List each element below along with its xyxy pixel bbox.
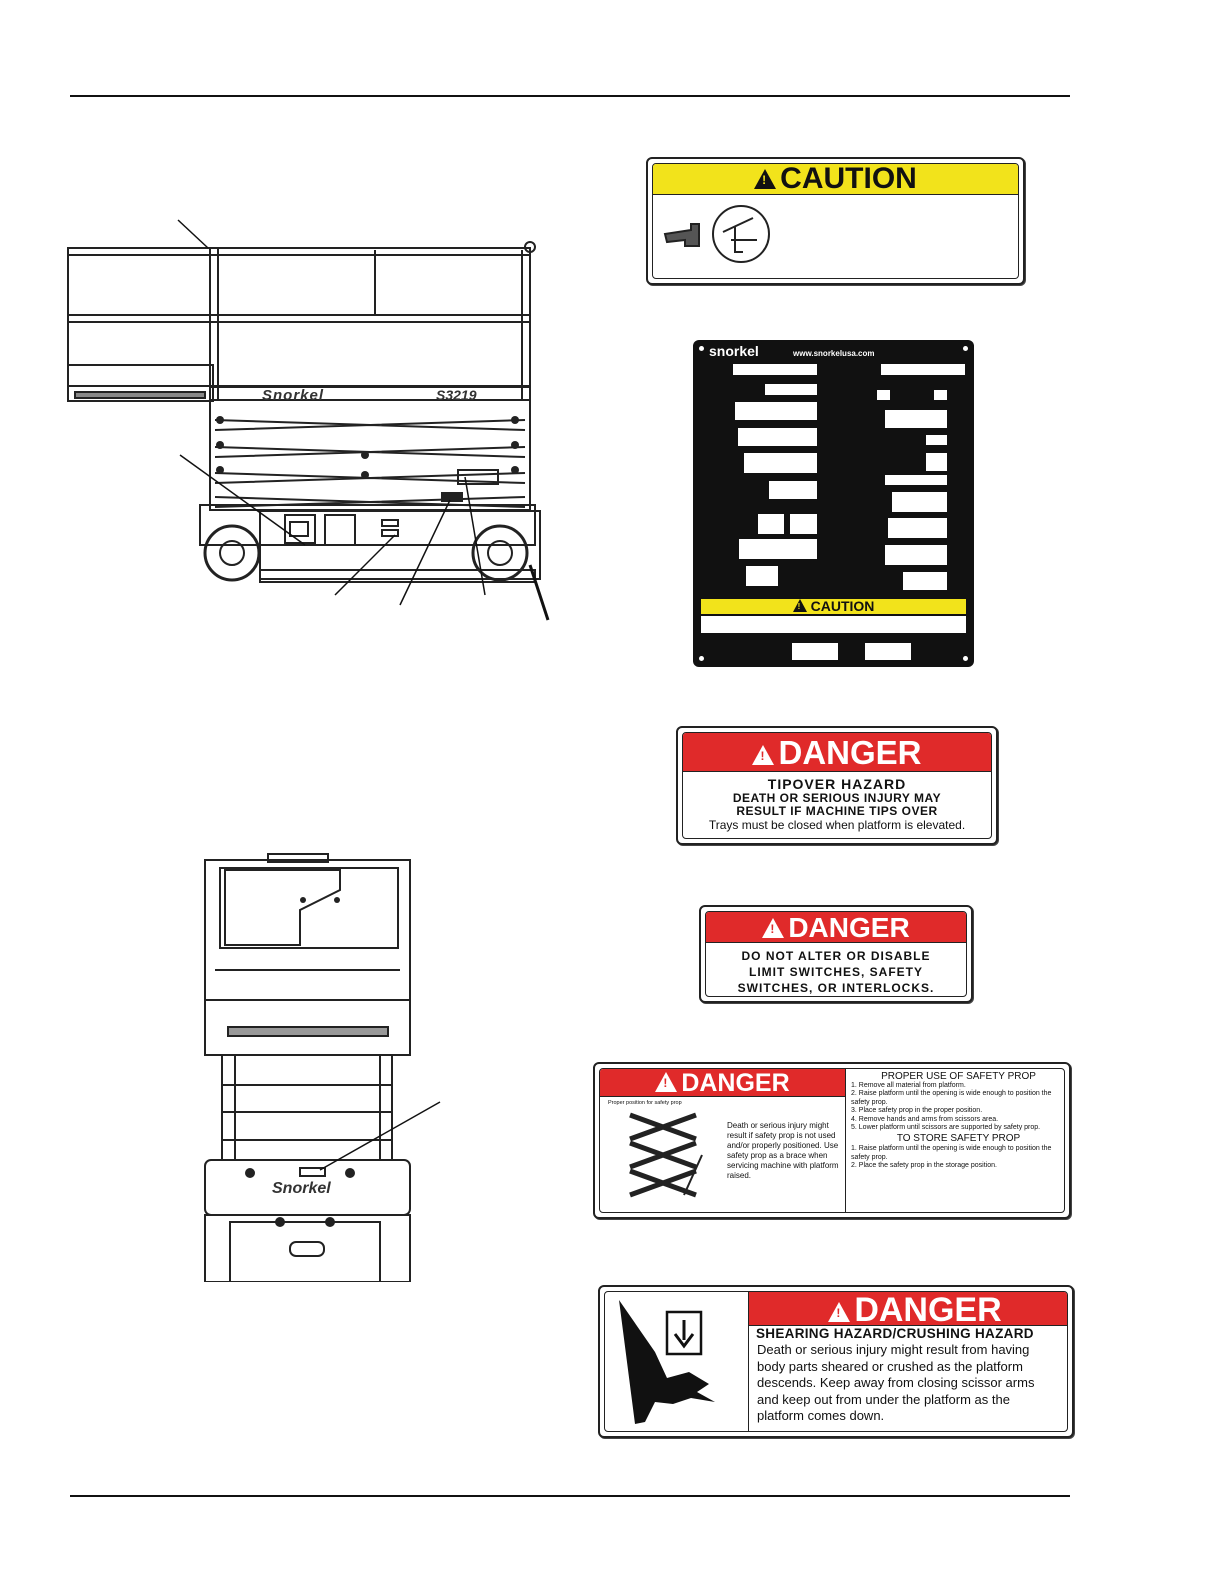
side-view-brand: Snorkel <box>262 387 325 404</box>
plate-url: www.snorkelusa.com <box>793 349 875 358</box>
bottom-rule <box>70 1495 1070 1497</box>
danger-tipover-header: !DANGER <box>683 733 991 772</box>
prop-warning-text: Death or serious injury might result if safety prop is not used and/or properly positioned. Use safety prop as a brace when servicing machine with platform raised. <box>727 1121 839 1180</box>
warning-triangle-icon <box>655 1072 677 1092</box>
tipover-line-3: RESULT IF MACHINE TIPS OVER <box>736 804 938 818</box>
switches-line-3: SWITCHES, OR INTERLOCKS. <box>737 981 935 995</box>
danger-switches-header: !DANGER <box>706 912 966 943</box>
prop-use-title: PROPER USE OF SAFETY PROP <box>881 1071 1036 1082</box>
switches-line-2: LIMIT SWITCHES, SAFETY <box>749 965 923 979</box>
danger-shearing-header: !DANGER <box>749 1292 1068 1326</box>
prop-use-step: 1. Remove all material from platform. <box>851 1082 966 1089</box>
switches-line-1: DO NOT ALTER OR DISABLE <box>741 949 931 963</box>
shearing-title: SHEARING HAZARD/CRUSHING HAZARD <box>756 1326 1034 1341</box>
machine-rear-view-illustration <box>200 850 450 1282</box>
danger-shearing-decal <box>598 1285 1074 1438</box>
crushing-hand-pictogram <box>605 1292 748 1431</box>
platform-latch-pictogram <box>661 204 771 270</box>
plate-caution-bar: !CAUTION <box>701 599 966 614</box>
machine-side-view-illustration <box>60 215 560 625</box>
prop-caption: Proper position for safety prop <box>608 1100 682 1106</box>
serial-number-plate <box>693 340 974 667</box>
caution-decal <box>646 157 1025 285</box>
prop-use-step: 5. Lower platform until scissors are supported by safety prop. <box>851 1124 1041 1132</box>
prop-store-step: 1. Raise platform until the opening is wide enough to position the safety prop. <box>851 1145 1052 1161</box>
side-view-model: S3219 <box>436 387 477 403</box>
scissor-prop-pictogram <box>626 1109 706 1205</box>
tipover-line-2: DEATH OR SERIOUS INJURY MAY <box>732 791 942 805</box>
danger-tipover-decal <box>676 726 998 845</box>
danger-safety-prop-decal <box>593 1062 1071 1219</box>
prop-store-title: TO STORE SAFETY PROP <box>896 1133 1021 1145</box>
warning-triangle-icon <box>828 1302 850 1322</box>
shearing-text: Death or serious injury might result from having body parts sheared or crushed as the platform descends. Keep away from closing scissor arms and keep out from under the platform as the platform comes down. <box>757 1342 1035 1424</box>
danger-prop-header: !DANGER <box>600 1069 845 1097</box>
warning-triangle-icon <box>793 599 807 612</box>
prop-store-step: 2. Place the safety prop in the storage position. <box>851 1162 997 1170</box>
plate-brand-logo: snorkel <box>709 343 759 359</box>
prop-use-step: 2. Raise platform until the opening is wide enough to position the safety prop. <box>851 1090 1052 1106</box>
tipover-line-4: Trays must be closed when platform is elevated. <box>708 818 966 832</box>
caution-decal-header: !CAUTION <box>653 164 1018 195</box>
warning-triangle-icon <box>754 169 776 189</box>
danger-switches-decal <box>699 905 973 1003</box>
prop-use-step: 3. Place safety prop in the proper position. <box>851 1107 983 1115</box>
top-rule <box>70 95 1070 97</box>
warning-triangle-icon <box>762 918 784 938</box>
prop-use-step: 4. Remove hands and arms from scissors area. <box>851 1115 999 1123</box>
tipover-title: TIPOVER HAZARD <box>767 776 907 792</box>
rear-view-brand: Snorkel <box>272 1180 331 1197</box>
warning-triangle-icon <box>752 745 774 765</box>
